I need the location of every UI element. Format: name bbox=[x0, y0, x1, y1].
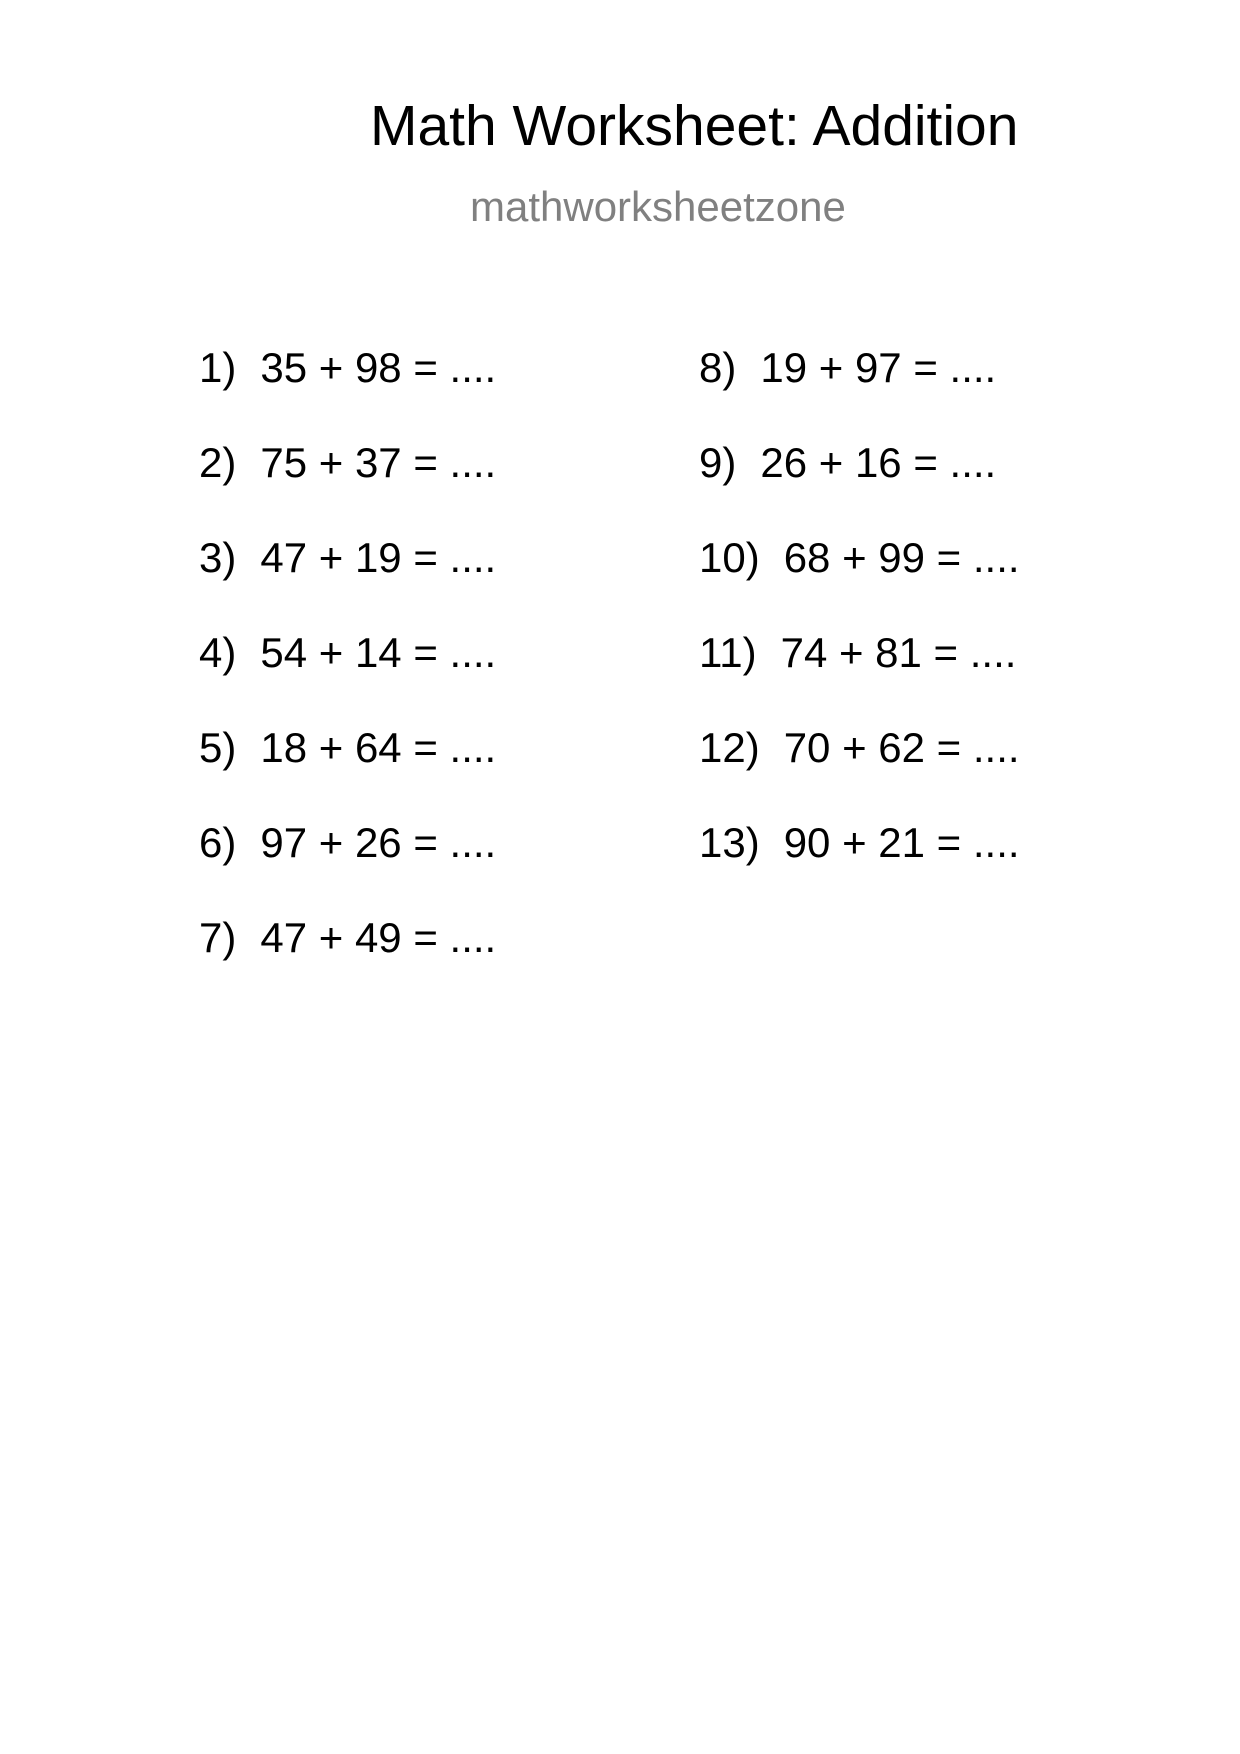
problems-column-right bbox=[699, 344, 1020, 917]
problem-number: 9) bbox=[699, 439, 737, 486]
problem-number: 13) bbox=[699, 819, 760, 866]
page-title: Math Worksheet: Addition bbox=[370, 94, 1019, 158]
problem-item bbox=[199, 344, 497, 442]
problem-item bbox=[199, 914, 497, 1012]
problem-expression: 18 + 64 = .... bbox=[260, 724, 497, 771]
problem-number: 10) bbox=[699, 534, 760, 581]
problem-number: 6) bbox=[199, 819, 237, 866]
problem-number: 4) bbox=[199, 629, 237, 676]
problem-expression: 75 + 37 = .... bbox=[260, 439, 497, 486]
problem-number: 8) bbox=[699, 344, 737, 391]
problem-item bbox=[199, 534, 497, 632]
problem-number: 11) bbox=[699, 629, 757, 676]
problem-expression: 35 + 98 = .... bbox=[260, 344, 497, 391]
problem-item bbox=[199, 819, 497, 917]
problem-number: 5) bbox=[199, 724, 237, 771]
problem-expression: 19 + 97 = .... bbox=[760, 344, 997, 391]
problems-column-left bbox=[199, 344, 497, 1012]
problem-expression: 54 + 14 = .... bbox=[260, 629, 497, 676]
problem-item bbox=[199, 629, 497, 727]
problem-expression: 74 + 81 = .... bbox=[780, 629, 1017, 676]
problem-expression: 70 + 62 = .... bbox=[783, 724, 1020, 771]
problem-expression: 47 + 19 = .... bbox=[260, 534, 497, 581]
problem-item bbox=[699, 344, 1020, 442]
problem-number: 7) bbox=[199, 914, 237, 961]
problem-number: 3) bbox=[199, 534, 237, 581]
page-subtitle: mathworksheetzone bbox=[470, 183, 846, 230]
problem-item bbox=[199, 439, 497, 537]
problem-expression: 47 + 49 = .... bbox=[260, 914, 497, 961]
problem-item bbox=[699, 819, 1020, 917]
problem-item bbox=[699, 629, 1020, 727]
problem-item bbox=[699, 534, 1020, 632]
problem-number: 2) bbox=[199, 439, 237, 486]
problem-expression: 90 + 21 = .... bbox=[783, 819, 1020, 866]
problem-number: 12) bbox=[699, 724, 760, 771]
problem-number: 1) bbox=[199, 344, 237, 391]
problem-expression: 68 + 99 = .... bbox=[783, 534, 1020, 581]
problem-item bbox=[699, 724, 1020, 822]
problem-item bbox=[699, 439, 1020, 537]
problem-item bbox=[199, 724, 497, 822]
problem-expression: 97 + 26 = .... bbox=[260, 819, 497, 866]
problem-expression: 26 + 16 = .... bbox=[760, 439, 997, 486]
